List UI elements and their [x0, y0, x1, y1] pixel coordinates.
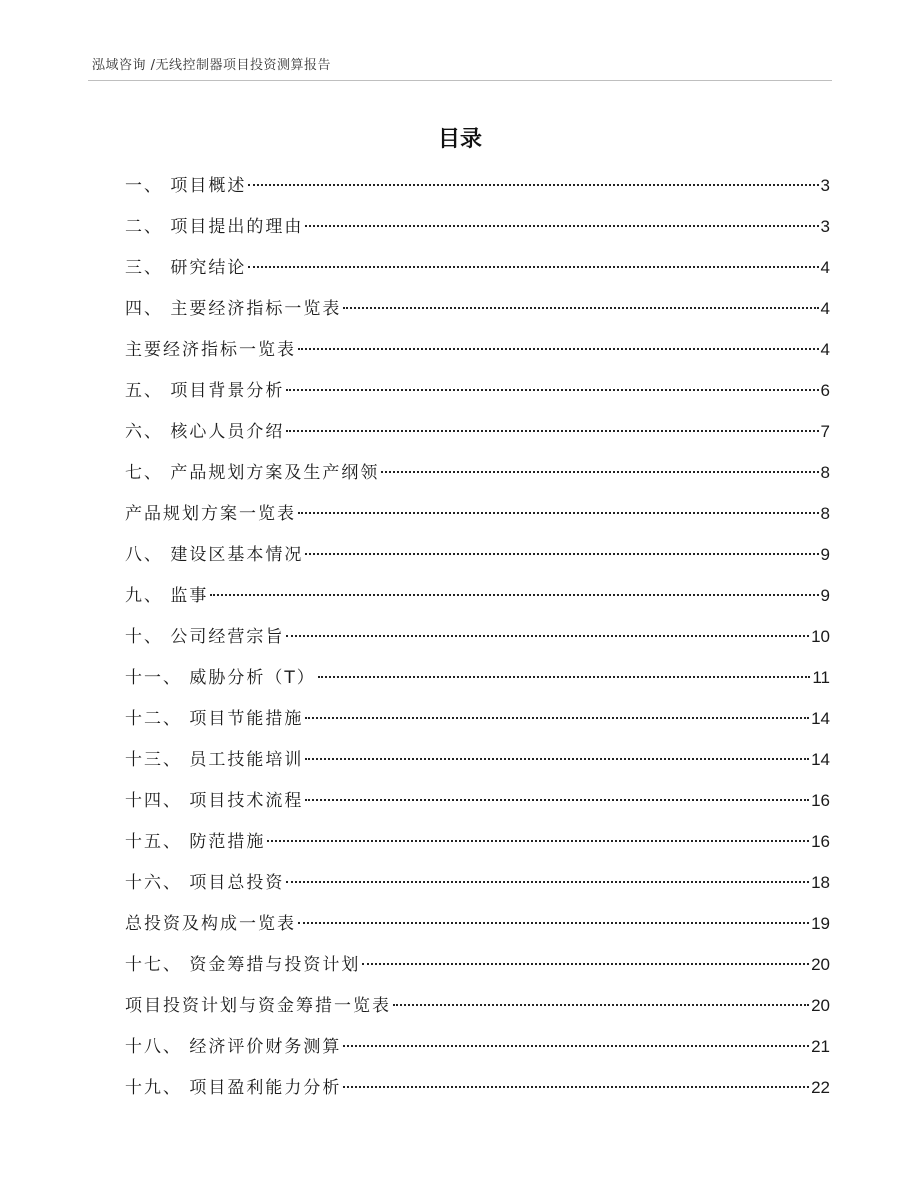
- toc-entry-page-number: 22: [811, 1078, 830, 1097]
- toc-entry[interactable]: [125, 787, 830, 828]
- toc-dot-leader: [305, 553, 818, 555]
- toc-dot-leader: [393, 1004, 809, 1006]
- toc-entry[interactable]: [125, 295, 830, 336]
- toc-entry[interactable]: [125, 992, 830, 1033]
- toc-entry-label: 十二、 项目节能措施: [125, 709, 304, 729]
- toc-entry-label: 十四、 项目技术流程: [125, 791, 304, 811]
- toc-entry-label: 十三、 员工技能培训: [125, 750, 304, 770]
- toc-entry-label: 十一、 威胁分析（T）: [125, 668, 316, 688]
- toc-entry-label: 十、 公司经营宗旨: [125, 627, 285, 647]
- toc-dot-leader: [343, 1086, 809, 1088]
- toc-entry-label: 产品规划方案一览表: [125, 504, 296, 524]
- toc-entry[interactable]: [125, 705, 830, 746]
- toc-entry-label: 总投资及构成一览表: [125, 914, 296, 934]
- toc-entry-label: 项目投资计划与资金筹措一览表: [125, 996, 391, 1016]
- toc-entry-label: 十五、 防范措施: [125, 832, 266, 852]
- toc-entry[interactable]: [125, 623, 830, 664]
- toc-entry-page-number: 16: [811, 832, 830, 851]
- toc-entry-label: 四、 主要经济指标一览表: [125, 299, 342, 319]
- toc-entry[interactable]: [125, 869, 830, 910]
- toc-dot-leader: [286, 430, 818, 432]
- toc-dot-leader: [362, 963, 809, 965]
- toc-dot-leader: [210, 594, 818, 596]
- toc-entry[interactable]: [125, 746, 830, 787]
- toc-entry-label: 七、 产品规划方案及生产纲领: [125, 463, 380, 483]
- toc-dot-leader: [318, 676, 811, 678]
- toc-entry[interactable]: [125, 213, 830, 254]
- toc-dot-leader: [343, 307, 818, 309]
- table-of-contents: [125, 172, 830, 1115]
- toc-dot-leader: [305, 717, 809, 719]
- toc-entry[interactable]: [125, 336, 830, 377]
- toc-entry-label: 八、 建设区基本情况: [125, 545, 304, 565]
- toc-entry[interactable]: [125, 951, 830, 992]
- toc-entry-label: 十七、 资金筹措与投资计划: [125, 955, 361, 975]
- toc-entry-page-number: 4: [820, 258, 830, 277]
- toc-entry-label: 十九、 项目盈利能力分析: [125, 1078, 342, 1098]
- page-title: 目录: [437, 127, 482, 152]
- toc-entry-label: 五、 项目背景分析: [125, 381, 285, 401]
- toc-dot-leader: [248, 184, 818, 186]
- toc-entry[interactable]: [125, 1033, 830, 1074]
- toc-dot-leader: [305, 758, 809, 760]
- toc-entry-page-number: 14: [811, 750, 830, 769]
- toc-dot-leader: [298, 348, 819, 350]
- toc-entry[interactable]: [125, 500, 830, 541]
- toc-entry-page-number: 16: [811, 791, 830, 810]
- toc-entry-label: 主要经济指标一览表: [125, 340, 296, 360]
- header-divider: [88, 80, 832, 81]
- toc-entry-label: 十六、 项目总投资: [125, 873, 285, 893]
- toc-dot-leader: [298, 922, 809, 924]
- toc-entry[interactable]: [125, 828, 830, 869]
- toc-dot-leader: [381, 471, 818, 473]
- toc-entry-label: 一、 项目概述: [125, 176, 247, 196]
- toc-entry-page-number: 20: [811, 996, 830, 1015]
- toc-entry-page-number: 8: [820, 463, 830, 482]
- toc-dot-leader: [298, 512, 819, 514]
- toc-dot-leader: [286, 389, 818, 391]
- toc-dot-leader: [248, 266, 818, 268]
- toc-entry[interactable]: [125, 172, 830, 213]
- toc-entry[interactable]: [125, 254, 830, 295]
- toc-entry[interactable]: [125, 377, 830, 418]
- toc-entry-page-number: 10: [811, 627, 830, 646]
- toc-entry-page-number: 6: [820, 381, 830, 400]
- toc-entry[interactable]: [125, 582, 830, 623]
- toc-entry-page-number: 3: [820, 217, 830, 236]
- toc-dot-leader: [267, 840, 809, 842]
- toc-entry-page-number: 3: [820, 176, 830, 195]
- toc-entry-page-number: 11: [812, 668, 830, 687]
- toc-entry-page-number: 7: [820, 422, 830, 441]
- toc-entry-page-number: 19: [811, 914, 830, 933]
- toc-dot-leader: [286, 635, 809, 637]
- running-header: 泓域咨询 /无线控制器项目投资测算报告: [92, 58, 332, 73]
- toc-entry[interactable]: [125, 910, 830, 951]
- toc-entry-page-number: 20: [811, 955, 830, 974]
- toc-entry-page-number: 4: [820, 340, 830, 359]
- toc-entry-label: 九、 监事: [125, 586, 209, 606]
- toc-entry[interactable]: [125, 1074, 830, 1115]
- toc-dot-leader: [286, 881, 809, 883]
- toc-entry-label: 十八、 经济评价财务测算: [125, 1037, 342, 1057]
- toc-entry-page-number: 14: [811, 709, 830, 728]
- toc-entry[interactable]: [125, 541, 830, 582]
- toc-entry-page-number: 21: [811, 1037, 830, 1056]
- toc-dot-leader: [305, 225, 818, 227]
- toc-entry[interactable]: [125, 459, 830, 500]
- toc-entry[interactable]: [125, 418, 830, 459]
- toc-entry[interactable]: [125, 664, 830, 705]
- toc-entry-label: 三、 研究结论: [125, 258, 247, 278]
- toc-entry-page-number: 4: [820, 299, 830, 318]
- toc-entry-page-number: 9: [820, 545, 830, 564]
- toc-entry-page-number: 8: [820, 504, 830, 523]
- toc-entry-page-number: 18: [811, 873, 830, 892]
- toc-entry-label: 六、 核心人员介绍: [125, 422, 285, 442]
- toc-dot-leader: [305, 799, 809, 801]
- toc-dot-leader: [343, 1045, 809, 1047]
- toc-entry-page-number: 9: [820, 586, 830, 605]
- toc-entry-label: 二、 项目提出的理由: [125, 217, 304, 237]
